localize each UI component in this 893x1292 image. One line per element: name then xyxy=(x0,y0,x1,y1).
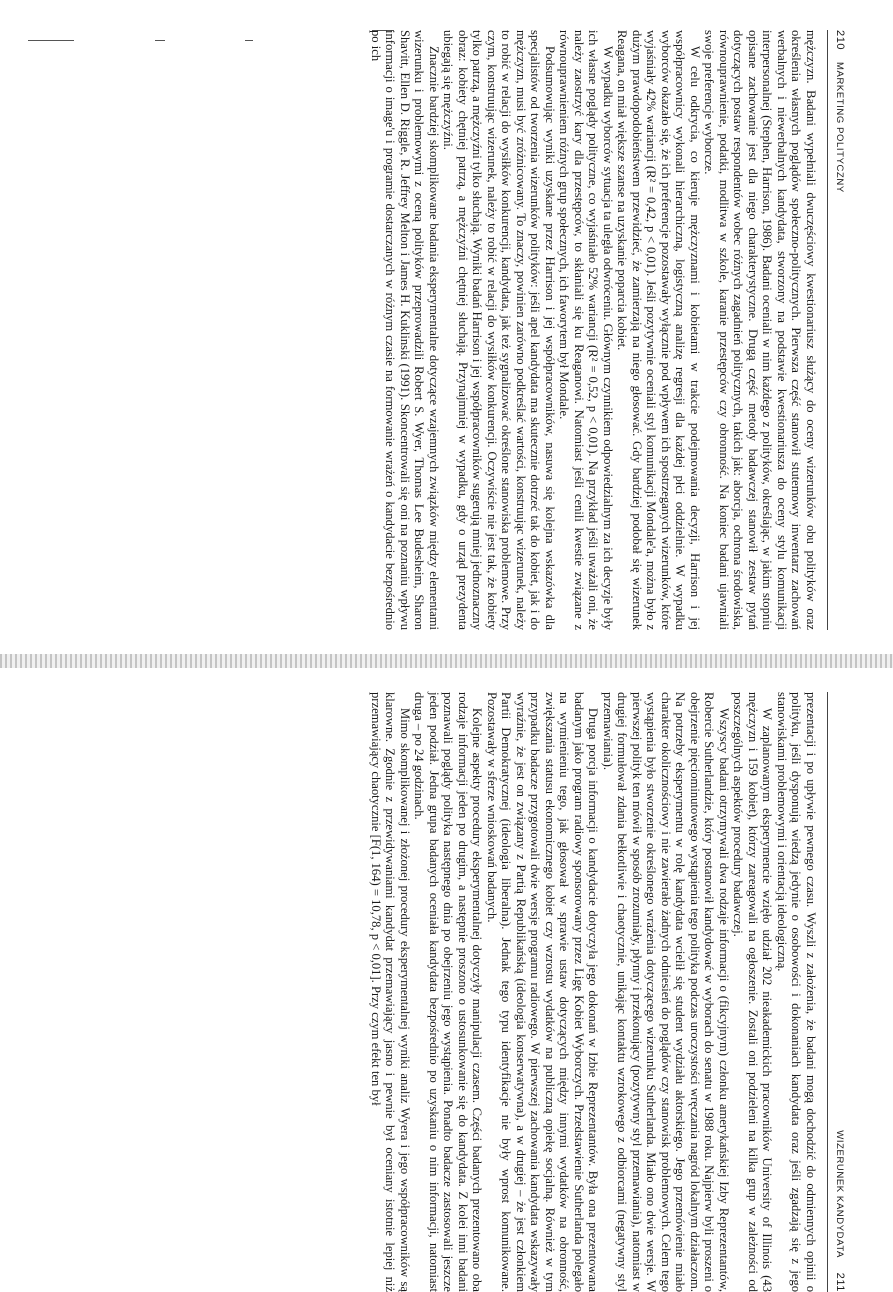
header-rule xyxy=(827,30,828,630)
paragraph: W celu odkrycia, co kieruje mężczyznami i kobietami w trakcie podejmowania decyzji, Harrison i jej współpracownicy wykonali hierarchiczną, logistyczną analizę regresji dla każdej płci oddzielnie. W wypadku wyborców okazało się, że ich preferencje pozostawały wyłącznie pod wpływem ich spostrzeganych wizerunków, które wyjaśniały 42% wariancji (R² = 0,42, p < 0,01). Jeśli pozytywnie oceniali styl komunikacji Mondale'a, można było z dużym prawdopodobieństwem przewidzieć, że zamierzają na niego głosować. Gdy bardziej podobał się wizerunek Reagana, on miał większe szanse na uzyskanie poparcia kobiet. xyxy=(615,30,702,630)
paragraph: Kolejne aspekty procedury eksperymentalnej dotyczyły manipulacji czasem. Części badanych prezentowano oba rodzaje informacji jeden po drugim, a następnie proszono o ustosunkowanie się do kandydata. Z kolei inni badani poznawali poglądy polityka następnego dnia po obejrzeniu jego wystąpienia. Ponadto badacze zastosowali jeszcze jeden podział. Jedna grupa badanych oceniała kandydata bezpośrednio po uzyskaniu o nim informacji, natomiast druga – po 24 godzinach. xyxy=(412,692,485,1292)
paragraph: mężczyzn. Badani wypełniali dwuczęściowy kwestionariusz służący do oceny wizerunków obu polityków oraz określenia własnych poglądów społeczno-politycznych. Pierwsza część stanowił stutemowy inwentarz zachowań werbalnych i niewerbalnych kandydata, stworzony na podstawie kwestionariusza do oceny stylu komunikacji interpersonalnej (Stephen, Harrison, 1986). Badani oceniali w nim każdego z polityków, określając, w jakim stopniu opisane zachowanie jest dla niego charakterystyczne. Drugą część metody badawczej stanowił zestaw pytań dotyczących postaw respondentów wobec różnych zagadnień politycznych, takich jak: aborcja, ochrona środowiska, równouprawnienie, podatki, modlitwa w szkole, karanie przestępców czy obronność. Na koniec badani ujawniali swoje preferencje wyborcze. xyxy=(702,30,818,630)
paragraph: W wypadku wyborców sytuacja ta uległa odwróceniu. Głównym czynnikiem odpowiedzialnym za ich decyzje były ich własne poglądy polityczne, co wyjaśniało 52% wariancji (R² = 0,52, p < 0,01). Na przykład jeśli uważali oni, że należy zaostrzyć kary dla przestępców, to skłaniali się ku Reaganowi. Natomiast jeśli cenili kwestie związane z równouprawnieniem różnych grup społecznych, ich faworytem był Mondale. xyxy=(557,30,615,630)
paragraph: prezentacji i po upływie pewnego czasu. Wyszli z założenia, że badani mogą dochodzić do odmiennych opinii o polityku, jeśli dysponują wiedzą jedynie o osobowości i dokonaniach kandydata oraz jeśli zgadzają się z jego stanowiskami problemowymi i orientacją ideologiczną. xyxy=(775,692,818,1292)
right-page xyxy=(46,692,846,1292)
book-gutter xyxy=(0,654,893,668)
left-page xyxy=(46,30,846,630)
paragraph: Druga porcja informacji o kandydacie dotyczyła jego dokonań w Izbie Reprezentantów. Była ona prezentowana badanym jako program radiowy sponsorowany przez Ligę Kobiet Wyborczych. Przedstawienie Sutherlanda polegało na wymienieniu tego, jak głosował w sprawie ustaw dotyczących między innymi wydatków na obronność, zwiększania statusu ekonomicznego kobiet czy wzrostu wydatków na publiczną opiekę socjalną. Również w tym przypadku badacze przygotowali dwie wersje programu radiowego. W pierwszej zachowania kandydata wskazywały wyraźnie, że jest on związany z Partią Republikańską (ideologia konserwatywna), a w drugiej – że jest członkiem Partii Demokratycznej (ideologia liberalna). Jednak tego typu identyfikacje nie były wprost komunikowane. Pozostawały w sferze wnioskowań badanych. xyxy=(485,692,601,1292)
running-head-title: MARKETING POLITYCZNY xyxy=(834,62,845,193)
paragraph: Mimo skomplikowanej i złożonej procedury eksperymentalnej wyniki analiz Wyera i jego współpracowników są klarowne. Zgodnie z przewidywaniami kandydat przemawiający jasno i pewnie był oceniany istotnie lepiej niż przemawiający chaotycznie [F(1, 164) = 10,78, p < 0,01]. Przy czym efekt ten był xyxy=(369,692,412,1292)
page-body xyxy=(369,692,819,1292)
paragraph: Wszyscy badani otrzymywali dwa rodzaje informacji o (fikcyjnym) członku amerykańskiej Izby Reprezentantów, Robercie Sutherlandzie, który postanowił kandydować w wyborach do senatu w 1988 roku. Najpierw byli proszeni o obejrzenie pięciominutowego wystąpienia tego polityka podczas uroczystości wręczania nagród lokalnym działaczom. Na potrzeby eksperymentu w rolę kandydata wcielił się student wydziału aktorskiego. Jego przemówienie miało charakter okolicznościowy i nie zawierało żadnych odniesień do poglądów czy stanowisk problemowych. Celem tego wystąpienia było stworzenie określonego wrażenia dotyczącego wizerunku Sutherlanda. Miało ono dwie wersje. W pierwszej polityk ten mówił w sposób zrozumiały, płynny i przekonujący (pozytywny styl przemawiania), natomiast w drugiej formułował zdania bełkotliwie i chaotycznie, unikając kontaktu wzrokowego z odbiorcami (negatywny styl przemawiania). xyxy=(601,692,731,1292)
paragraph: Podsumowując wyniki uzyskane przez Harrison i jej współpracowników, nasuwa się kolejna wskazówka dla specjalistów od tworzenia wizerunków polityków: jeśli apel kandydata ma skutecznie dotrzeć tak do kobiet, jak i do mężczyzn, musi być zróżnicowany. To znaczy, powinien zarówno podkreślać wartości, konstruując wizerunek, należy to robić w relacji do wysiłków konkurencji, kandydata, jak też sygnalizować określone stanowiska problemowe. Przy czym, konstruując wizerunek, należy to robić w relacji do wysiłków konkurencji. Oczywiście nie jest tak, że kobiety tylko patrzą, a mężczyźni tylko słuchają. Wyniki badań Harrison i jej współpracowników sugerują mniej jednoznaczny obraz: kobiety chętniej patrzą, a mężczyźni chętniej słuchają. Przynajmniej w wypadku, gdy o urząd prezydenta ubiegają się mężczyźni. xyxy=(441,30,557,630)
running-header xyxy=(828,30,846,630)
paragraph: W zaplanowanym eksperymencie wzięło udział 202 nieakademickich pracowników University of Illinois (43 mężczyzn i 159 kobiet), którzy zareagowali na ogłoszenie. Zostali oni podzieleni na kilka grup w zależności od poszczególnych aspektów procedury badawczej. xyxy=(731,692,775,1292)
page-number: 210 xyxy=(834,30,846,51)
paragraph: Znacznie bardziej skomplikowane badania eksperymentalne dotyczące wzajemnych związków między elementami wizerunku i problemowymi z oceną polityków przeprowadzili Robert S. Wyer, Thomas Lee Budesheim, Sharon Shavitt, Ellen D. Riggle, R. Jeffrey Melton i James H. Kuklinski (1991). Skoncentrowali się oni na poznaniu wpływu informacji o image'u i programie dostarczanych w różnym czasie na formowanie wrażeń o kandydacie bezpośrednio po ich xyxy=(369,30,441,630)
running-header xyxy=(828,692,846,1292)
page-body xyxy=(369,30,819,630)
page-number: 211 xyxy=(834,1272,846,1292)
header-rule xyxy=(827,692,828,1292)
running-head-title: WIZERUNEK KANDYDATA xyxy=(834,1130,845,1258)
